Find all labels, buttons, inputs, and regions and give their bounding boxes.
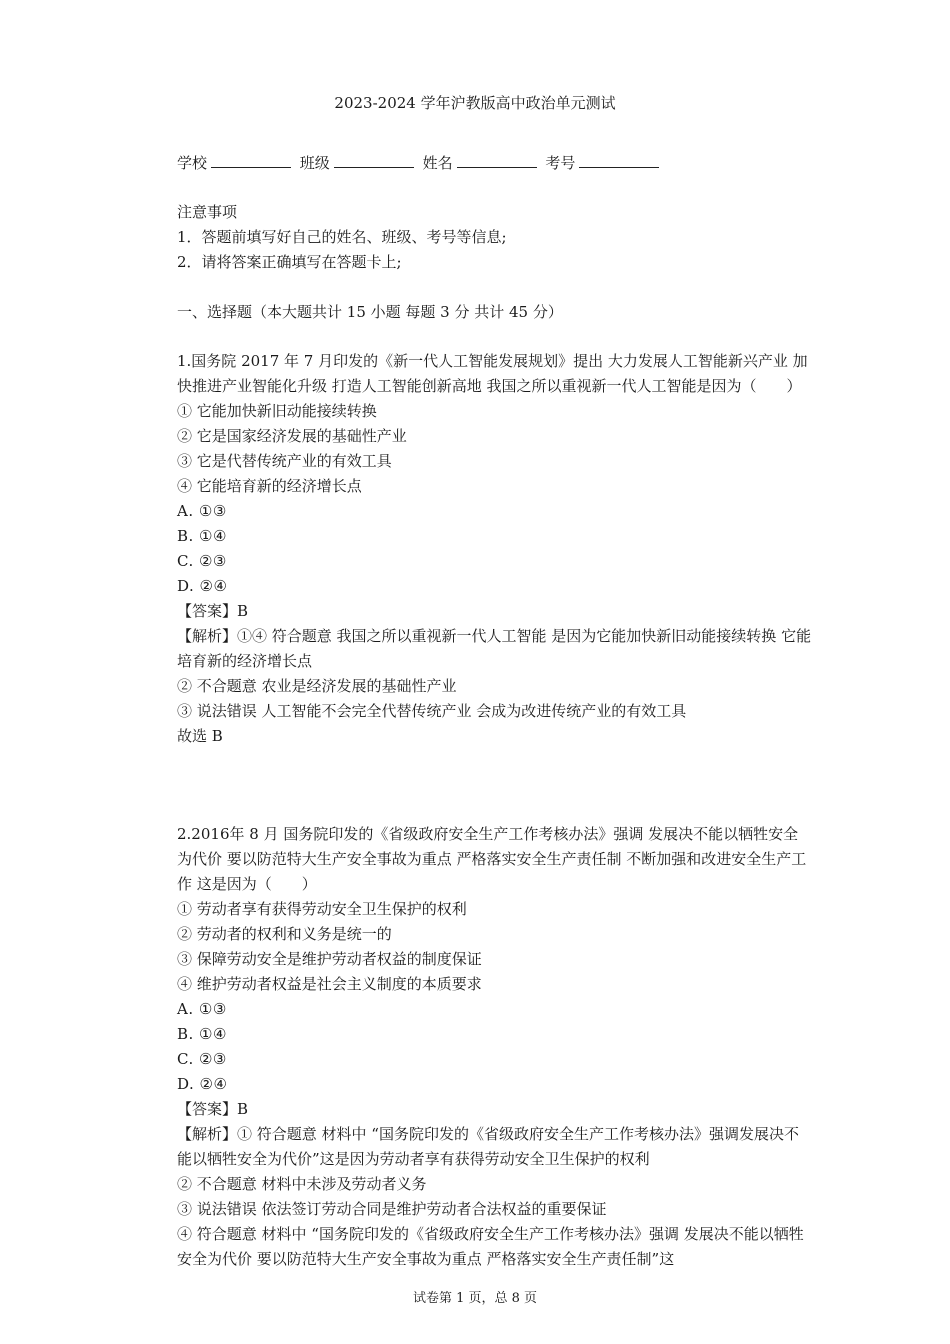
notice-heading: 注意事项	[177, 203, 238, 221]
option-d: D. ②④	[177, 577, 228, 595]
statement: ② 劳动者的权利和义务是统一的	[177, 925, 392, 943]
option-a: A. ①③	[177, 1000, 227, 1018]
class-blank[interactable]	[334, 153, 414, 168]
page-title: 2023-2024 学年沪教版高中政治单元测试	[334, 94, 616, 112]
option-d: D. ②④	[177, 1075, 228, 1093]
statement: ③ 它是代替传统产业的有效工具	[177, 452, 392, 470]
school-label: 学校	[177, 154, 208, 172]
question-2	[177, 822, 813, 1272]
statement: ② 它是国家经济发展的基础性产业	[177, 427, 407, 445]
analysis-line: ③ 说法错误 依法签订劳动合同是维护劳动者合法权益的重要保证	[177, 1200, 607, 1218]
notice-block	[177, 200, 813, 275]
option-b: B. ①④	[177, 527, 227, 545]
answer-line: 【答案】B	[177, 602, 249, 620]
analysis-line: 【解析】① 符合题意 材料中 “国务院印发的《省级政府安全生产工作考核办法》强调发展决不能以牺牲安全为代价”这是因为劳动者享有获得劳动安全卫生保护的权利	[177, 1125, 799, 1168]
option-b: B. ①④	[177, 1025, 227, 1043]
page-footer: 试卷第 1 页，总 8 页	[412, 1291, 538, 1306]
analysis-line: ③ 说法错误 人工智能不会完全代替传统产业 会成为改进传统产业的有效工具	[177, 702, 687, 720]
statement: ④ 它能培育新的经济增长点	[177, 477, 362, 495]
exam-no-blank[interactable]	[579, 153, 659, 168]
question-1	[177, 349, 813, 749]
question-stem: 1.国务院 2017 年 7 月印发的《新一代人工智能发展规划》提出 大力发展人工智能新兴产业 加快推进产业智能化升级 打造人工智能创新高地 我国之所以重视新一代人工智能是因为（ ）	[177, 352, 808, 395]
analysis-line: 【解析】①④ 符合题意 我国之所以重视新一代人工智能 是因为它能加快新旧动能接续转换 它能培育新的经济增长点	[177, 627, 812, 670]
statement: ④ 维护劳动者权益是社会主义制度的本质要求	[177, 975, 482, 993]
class-label: 班级	[299, 154, 330, 172]
analysis-line: 故选 B	[177, 727, 223, 745]
analysis-line: ② 不合题意 材料中未涉及劳动者义务	[177, 1175, 427, 1193]
student-info-line	[177, 153, 663, 173]
exam-no-label: 考号	[545, 154, 576, 172]
name-label: 姓名	[422, 154, 453, 172]
option-c: C. ②③	[177, 1050, 227, 1068]
school-blank[interactable]	[211, 153, 291, 168]
section-heading: 一、选择题（本大题共计 15 小题 每题 3 分 共计 45 分）	[177, 303, 563, 321]
section-heading-block	[177, 300, 813, 325]
statement: ① 劳动者享有获得劳动安全卫生保护的权利	[177, 900, 467, 918]
answer-line: 【答案】B	[177, 1100, 249, 1118]
notice-item: 1．答题前填写好自己的姓名、班级、考号等信息;	[177, 228, 507, 246]
statement: ① 它能加快新旧动能接续转换	[177, 402, 377, 420]
name-blank[interactable]	[457, 153, 537, 168]
analysis-line: ② 不合题意 农业是经济发展的基础性产业	[177, 677, 457, 695]
notice-item: 2．请将答案正确填写在答题卡上;	[177, 253, 402, 271]
question-stem: 2.2016年 8 月 国务院印发的《省级政府安全生产工作考核办法》强调 发展决不能以牺牲安全为代价 要以防范特大生产安全事故为重点 严格落实安全生产责任制 不断加强和改进安全生产工作 这是因为（ ）	[177, 825, 807, 893]
analysis-line: ④ 符合题意 材料中 “国务院印发的《省级政府安全生产工作考核办法》强调 发展决不能以牺牲安全为代价 要以防范特大生产安全事故为重点 严格落实安全生产责任制”这	[177, 1225, 804, 1268]
option-a: A. ①③	[177, 502, 227, 520]
option-c: C. ②③	[177, 552, 227, 570]
statement: ③ 保障劳动安全是维护劳动者权益的制度保证	[177, 950, 482, 968]
